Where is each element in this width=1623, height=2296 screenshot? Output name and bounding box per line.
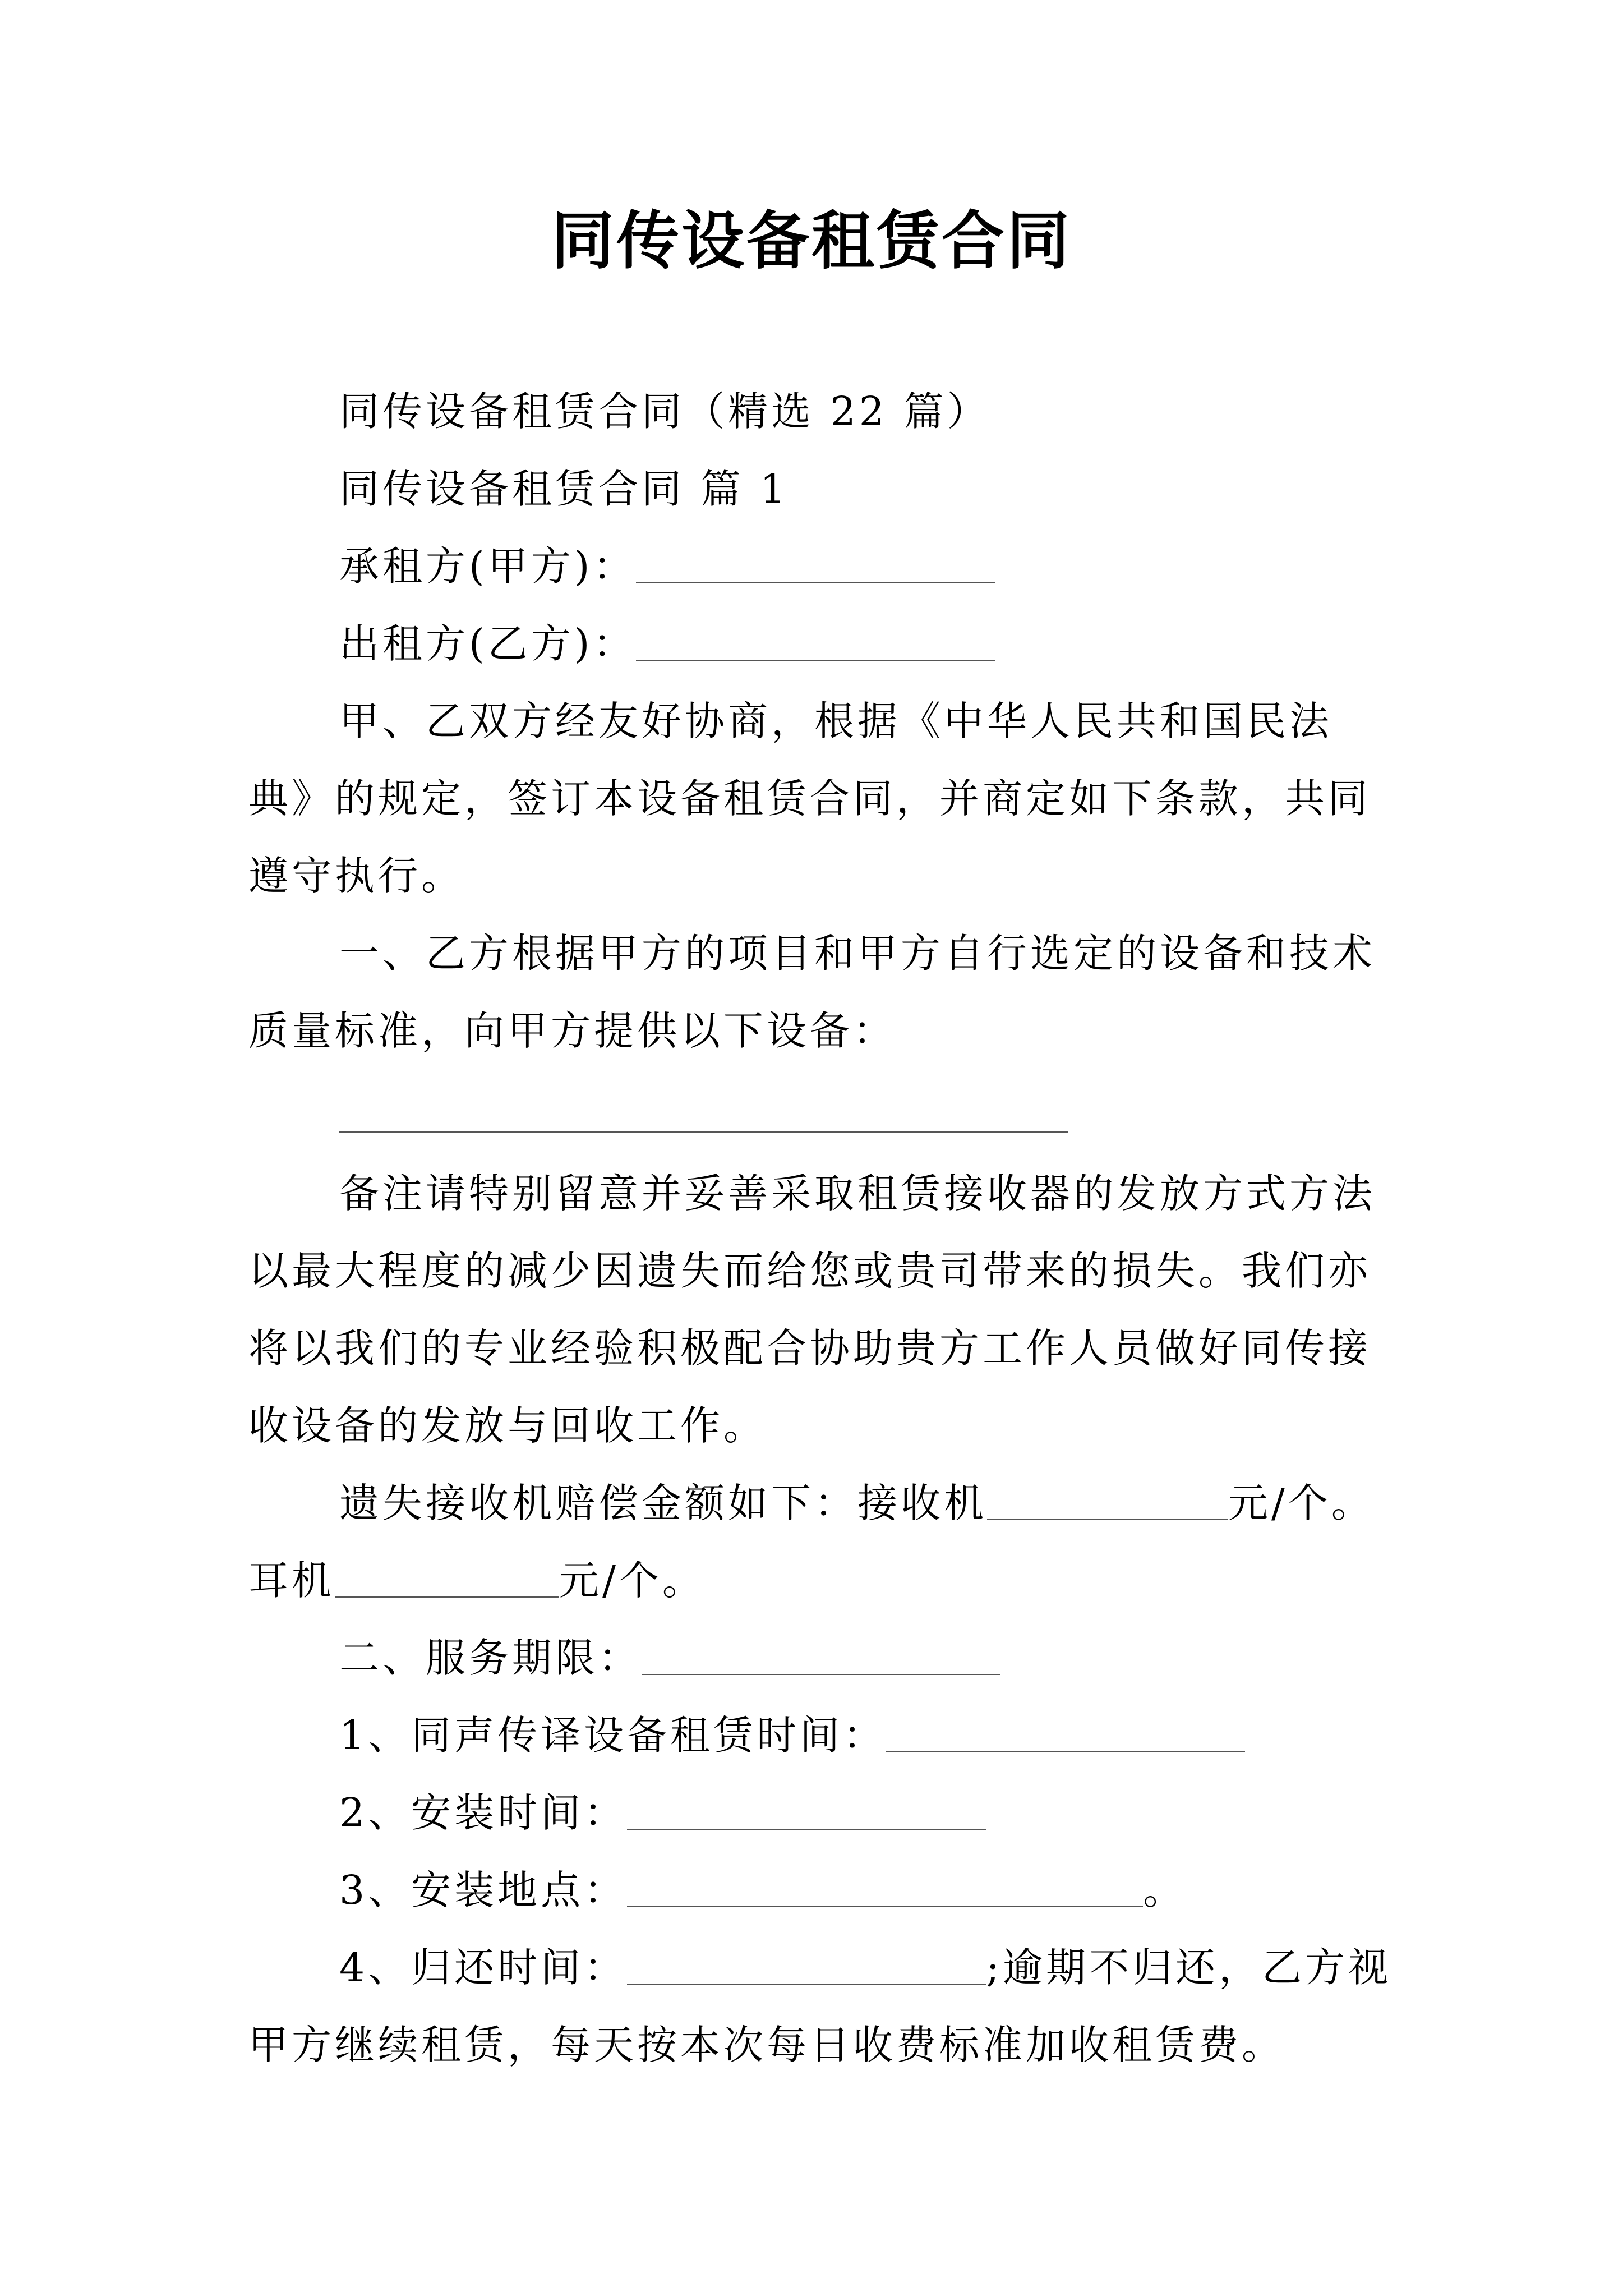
- item-3-end: 。: [1143, 1867, 1187, 1913]
- intro-paragraph: 甲、乙双方经友好协商，根据《中华人民共和国民法典》的规定，签订本设备租赁合同，并商定如下条款，共同遵守执行。: [248, 698, 1372, 899]
- compensation-text-b: 元/个。耳机: [248, 1480, 1375, 1604]
- item-3: [248, 1852, 1393, 1929]
- clause-2: [248, 1619, 1393, 1697]
- note-paragraph: 备注请特别留意并妥善采取租赁接收器的发放方式方法以最大程度的减少因遗失而给您或贵司带来的损失。我们亦将以我们的专业经验积极配合协助贵方工作人员做好同传接收设备的发放与回收工作。: [248, 1170, 1376, 1449]
- compensation-text-c: 元/个。: [559, 1557, 706, 1604]
- subtitle: 同传设备租赁合同（精选 22 篇）: [339, 388, 990, 435]
- item-2: [248, 1774, 1393, 1852]
- item-1-label: 1、同声传译设备租赁时间：: [339, 1712, 887, 1759]
- rental-time-blank: [886, 1718, 1245, 1752]
- compensation-text-a: 遗失接收机赔偿金额如下：接收机: [339, 1480, 988, 1526]
- compensation-paragraph: [248, 1465, 1393, 1619]
- install-time-blank: [627, 1795, 986, 1830]
- lessor-line: [248, 605, 1393, 683]
- install-location-blank: [627, 1872, 1143, 1907]
- document-title: 同传设备租赁合同: [551, 205, 1072, 278]
- clause-1: 一、乙方根据甲方的项目和甲方自行选定的设备和技术质量标准，向甲方提供以下设备：: [248, 930, 1376, 1054]
- document-body: [248, 373, 1393, 2084]
- section-heading: 同传设备租赁合同 篇 1: [339, 466, 789, 512]
- clause-2-label: 二、服务期限：: [339, 1635, 642, 1681]
- item-2-label: 2、安装时间：: [339, 1789, 628, 1836]
- item-4-rest: ;逾期不归还，乙方视甲方继续租赁，每天按本次每日收费标准加收租赁费。: [248, 1944, 1392, 2068]
- item-4-label: 4、归还时间：: [339, 1944, 628, 1991]
- earphone-amount-blank: [335, 1563, 559, 1598]
- lessee-line: [248, 528, 1393, 605]
- return-time-blank: [627, 1950, 986, 1985]
- lessor-label: 出租方(乙方)：: [339, 620, 637, 667]
- lessor-blank: [636, 626, 995, 661]
- item-1: [248, 1697, 1393, 1774]
- item-4: [248, 1929, 1393, 2084]
- receiver-amount-blank: [987, 1485, 1228, 1520]
- equipment-blank-line: [339, 1098, 1068, 1133]
- lessee-blank: [636, 549, 995, 583]
- service-period-blank: [642, 1640, 1000, 1675]
- item-3-label: 3、安装地点：: [339, 1867, 628, 1913]
- lessee-label: 承租方(甲方)：: [339, 543, 637, 590]
